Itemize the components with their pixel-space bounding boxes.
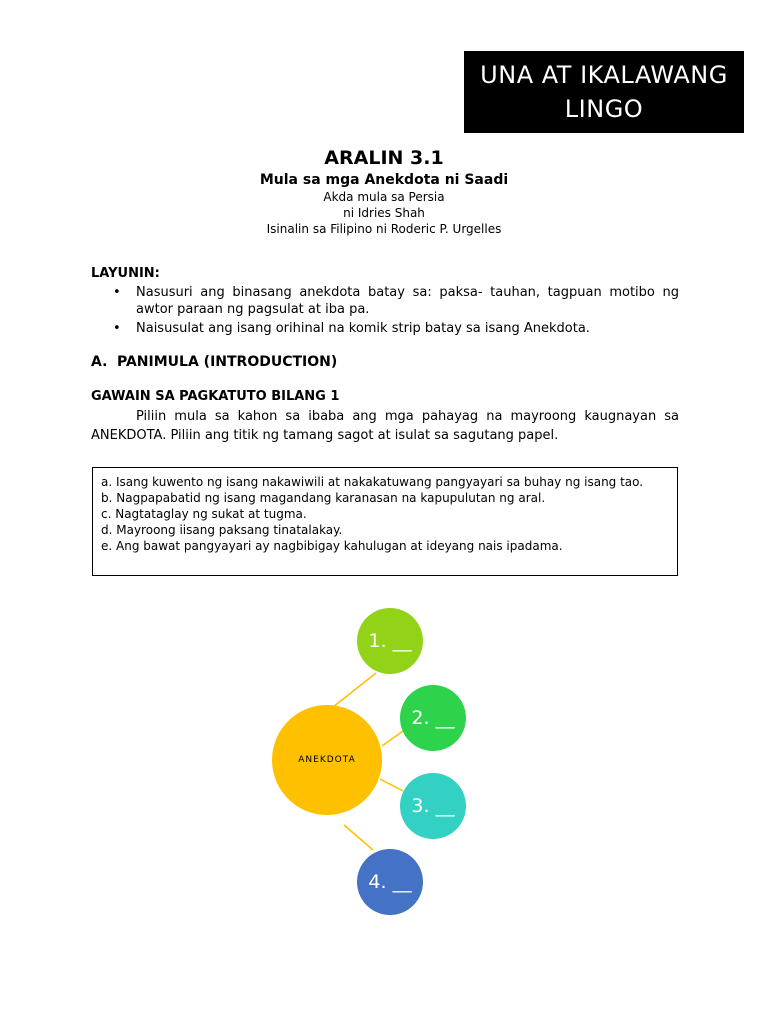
choice-item: d. Mayroong iisang paksang tinatalakay.: [101, 523, 343, 537]
choice-item: a. Isang kuwento ng isang nakawiwili at nakakatuwang pangyayari sa buhay ng isang tao.: [101, 475, 644, 489]
connector-line: [344, 825, 373, 850]
choice-item: e. Ang bawat pangyayari ay nagbibigay kahulugan at ideyang nais ipadama.: [101, 539, 563, 553]
anekdota-diagram: [260, 600, 480, 930]
connector-line: [333, 673, 376, 707]
activity-instructions: Piliin mula sa kahon sa ibaba ang mga pahayag na mayroong kaugnayan sa ANEKDOTA. Piliin ang titik ng tamang sagot at isulat sa sagutang papel.: [91, 409, 679, 443]
week-banner-line-1: UNA AT IKALAWANG: [480, 61, 728, 89]
story-translator: Isinalin sa Filipino ni Roderic P. Urgelles: [266, 222, 502, 236]
answer-node-2-label: 2. __: [411, 707, 455, 729]
objective-item: [91, 284, 679, 318]
lesson-header: [0, 145, 768, 237]
week-banner-line-2: LINGO: [564, 95, 644, 123]
answer-node-3-label: 3. __: [411, 795, 455, 817]
objectives-heading: LAYUNIN:: [91, 266, 160, 281]
objective-text: Nasusuri ang binasang anekdota batay sa: paksa- tauhan, tagpuan motibo ng awtor paraan ng pagsulat at iba pa.: [136, 285, 679, 317]
lesson-title: ARALIN 3.1: [324, 147, 444, 169]
objectives-list: [91, 284, 679, 339]
connector-line: [382, 731, 403, 746]
choice-item: b. Nagpapabatid ng isang magandang karanasan na kapupulutan ng aral.: [101, 491, 546, 505]
answer-node-1-label: 1. __: [368, 630, 412, 652]
story-title: Mula sa mga Anekdota ni Saadi: [259, 172, 509, 188]
choices-box: [92, 467, 678, 576]
section-a-heading: [91, 354, 337, 370]
story-author: ni Idries Shah: [343, 206, 425, 220]
center-node-label: ANEKDOTA: [298, 755, 356, 765]
section-letter: A.: [91, 354, 108, 370]
bullet-icon: •: [113, 285, 121, 300]
connector-line: [380, 779, 403, 791]
section-title: PANIMULA (INTRODUCTION): [117, 354, 338, 370]
objective-text: Naisusulat ang isang orihinal na komik strip batay sa isang Anekdota.: [136, 321, 590, 336]
story-origin: Akda mula sa Persia: [323, 190, 445, 204]
answer-node-4-label: 4. __: [368, 871, 412, 893]
objective-item: [91, 320, 679, 337]
choice-item: c. Nagtataglay ng sukat at tugma.: [101, 507, 307, 521]
activity-title: GAWAIN SA PAGKATUTO BILANG 1: [91, 389, 340, 404]
week-banner: [464, 51, 744, 133]
bullet-icon: •: [113, 321, 121, 336]
